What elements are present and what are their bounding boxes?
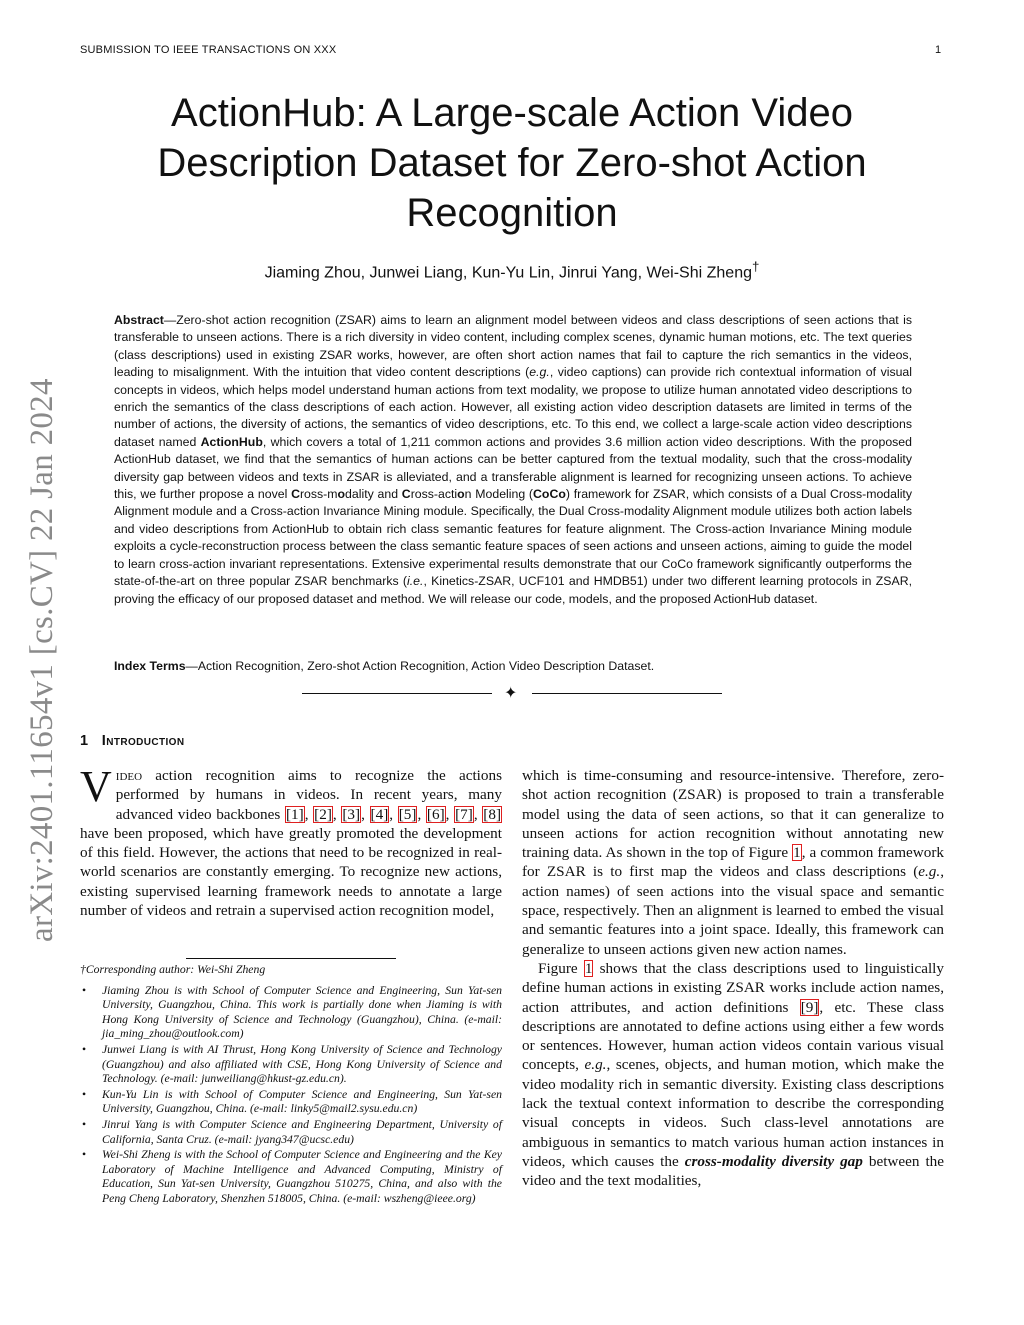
citation-link[interactable]: [3]: [342, 805, 361, 823]
citation-link[interactable]: [8]: [483, 805, 502, 823]
abstract-ie: i.e.: [407, 574, 424, 589]
bullet-icon: •: [82, 1117, 87, 1131]
abstract-text: ) framework for ZSAR, which consists of a Dual Cross-modality Alignment module and a Cross-action Invariance Mining module. Specifically, the Dual Cross-modality Alignment module utilizes both action labels and video descriptions from ActionHub to obtain rich class semantic features for feature alignment. The Cross-action Invariance Mining module exploits a cycle-reconstruction process between the class semantic feature spaces of seen actions and unseen actions, aiming to guide the model to learn cross-action invariant representations. Extensive experimental results demonstrate that our CoCo framework significantly outperforms the state-of-the-art on three popular ZSAR benchmarks (: [114, 487, 912, 589]
intro-text: Figure: [538, 959, 584, 977]
intro-eg: e.g.: [584, 1056, 607, 1074]
intro-text: , scenes, objects, and human motion, which make the video modality rich in semantic diversity. Existing class descriptions lack the textual context information to describe the corresponding visual concepts in videos. Such class-level annotations are ambiguous in semantics to match various human action instances in videos, which causes the: [522, 1056, 945, 1170]
corresponding-author-note: †Corresponding author: Wei-Shi Zheng: [80, 963, 266, 976]
intro-text: which is time-consuming and resource-intensive. Therefore, zero-shot action recognition (ZSAR) is proposed to train a transferable model using the data of seen actions, so that it can generalize to unseen actions for action recognition without annotating new training data. As shown in the top of Figure: [522, 767, 944, 862]
bullet-icon: •: [82, 983, 87, 997]
citation-link[interactable]: [4]: [370, 805, 389, 823]
separator-rule-right: [532, 693, 722, 694]
citation-link[interactable]: [2]: [314, 805, 332, 823]
footnotes: [80, 963, 502, 1208]
footnote-text: Jinrui Yang is with Computer Science and Engineering Department, University of California, Santa Cruz. (e-mail: jyang347@ucsc.edu): [102, 1117, 502, 1146]
framework-name: CoCo: [533, 487, 566, 502]
footnote-rule: [186, 958, 396, 959]
intro-text: action recognition aims to recognize the actions performed by humans in videos. In recent years, many advanced video backbones: [115, 767, 502, 823]
section-number: 1: [80, 733, 89, 749]
abstract-text: —Zero-shot action recognition (ZSAR) aims to learn an alignment model between videos and class descriptions of seen actions that is transferable to unseen actions. There is a rich diversity in video content, including complex scenes, dynamic human motions, etc. The text queries (class descriptions) used in existing ZSAR works, however, are often short action names that fail to capture the rich semantics in the videos, leading to misalignment. With the intuition that video content descriptions (: [114, 313, 912, 380]
intro-text: , action names) of seen actions into the visual space and semantic space, respectively. Then an alignment is learned to embed the visual and semantic features into a joint space. Ideally, this framework can generalize to unseen actions given new action names.: [522, 863, 944, 958]
separator-rule-left: [302, 693, 492, 694]
abstract-label: Abstract: [114, 313, 164, 327]
separator-glyph: ✦: [504, 685, 518, 702]
dataset-name: ActionHub: [200, 434, 263, 449]
footnote-text: Kun-Yu Lin is with School of Computer Science and Engineering, Sun Yat-sen University, Guangzhou, China. (e-mail: linky5@mail2.sysu.edu.cn): [102, 1087, 502, 1116]
abstract-bold-letter: o: [337, 487, 346, 502]
footnote-text: Jiaming Zhou is with School of Computer Science and Engineering, Sun Yat-sen University, Guangzhou, China. This work is partially done when Jiaming is with Hong Kong University of Science and Technology (Guangzhou), China. (e-mail: jia_ming_zhou@outlook.com): [102, 983, 502, 1041]
abstract-eg: e.g.: [529, 365, 550, 380]
citation-link[interactable]: [1]: [285, 805, 304, 823]
affiliation-footnote: [80, 1148, 502, 1206]
affiliation-footnote: [80, 1043, 502, 1087]
section-heading: [80, 733, 184, 749]
footnote-text: Wei-Shi Zheng is with the School of Computer Science and Engineering and the Key Laboratory of Machine Intelligence and Advanced Computing, Ministry of Education, Sun Yat-sen University, Guangzhou 510275, China, and also with the Peng Cheng Laboratory, Shenzhen 518005, China. (e-mail: wszheng@ieee.org): [102, 1148, 502, 1205]
author-list: [110, 259, 914, 282]
emphasis-term: cross-modality diversity gap: [684, 1152, 863, 1170]
arxiv-stamp: arXiv:2401.11654v1 [cs.CV] 22 Jan 2024: [24, 378, 60, 942]
drop-cap: V: [80, 762, 112, 811]
index-terms: [114, 659, 912, 673]
citation-link[interactable]: [7]: [455, 805, 473, 823]
citation-link[interactable]: [9]: [800, 998, 819, 1016]
intro-right-column: [522, 766, 944, 1191]
corresponding-mark: †: [751, 259, 760, 274]
intro-text: , a common framework for ZSAR is to first map the videos and class descriptions (: [522, 844, 945, 881]
abstract-text: , Kinetics-ZSAR, UCF101 and HMDB51) under two different learning protocols in ZSAR, proving the efficacy of our proposed dataset and method. We will release our code, models, and the proposed ActionHub dataset.: [114, 574, 912, 606]
abstract-text: , which covers a total of 1,211 common actions and provides 3.6 million action video descriptions. With the proposed ActionHub dataset, we find that the semantics of human actions can be better captured from the textual modality, such that the cross-modality diversity gap between videos and texts in ZSAR is alleviated, and a transferable alignment is learned for recognizing unseen actions. To achieve this, we further propose a novel: [114, 434, 912, 502]
bullet-icon: •: [82, 1148, 87, 1162]
intro-left-column: Video action recognition aims to recognize the actions performed by humans in videos. In recent years, many advanced video backbones [1], [2], [3], [4], [5], [6], [7], [8] have been proposed, which have greatly promoted the development of this field. However, the actions that need to be recognized in real-world scenarios are constantly emerging. To recognize new actions, existing supervised learning framework needs to annotate a large number of videos and retrain a supervised action recognition model,: [80, 762, 502, 920]
intro-smallcaps: ideo: [115, 767, 143, 784]
footnote-text: Junwei Liang is with AI Thrust, Hong Kong University of Science and Technology (Guangzhou) and also affiliated with CSE, Hong Kong University of Science and Technology. (e-mail: junweiliang@hkust-gz.edu.cn).: [102, 1042, 502, 1086]
figure-link[interactable]: 1: [793, 844, 801, 862]
abstract: [114, 312, 912, 608]
abstract-bold-letter: o: [457, 487, 465, 502]
section-title: Introduction: [101, 733, 185, 749]
intro-eg: e.g.: [918, 863, 941, 881]
intro-text: , etc. These class descriptions are annotated to define actions using either a few words or sentences. However, human action videos contain various visual concepts,: [522, 998, 944, 1074]
authors-text: Jiaming Zhou, Junwei Liang, Kun-Yu Lin, Jinrui Yang, Wei-Shi Zheng: [264, 264, 752, 282]
affiliation-footnote: [80, 984, 502, 1042]
abstract-bold-letter: C: [291, 487, 300, 502]
citation-link[interactable]: [5]: [398, 805, 417, 823]
index-terms-text: —Action Recognition, Zero-shot Action Recognition, Action Video Description Dataset.: [185, 659, 655, 673]
bullet-icon: •: [82, 1087, 87, 1101]
intro-text: between the video and the text modalities,: [522, 1152, 944, 1190]
running-header: SUBMISSION TO IEEE TRANSACTIONS ON XXX: [80, 44, 337, 56]
affiliation-footnote: [80, 1088, 502, 1117]
abstract-text: ross-m: [299, 487, 338, 502]
abstract-text: n Modeling (: [464, 487, 534, 502]
paper-title: ActionHub: A Large-scale Action Video Description Dataset for Zero-shot Action Recognition: [157, 91, 867, 235]
abstract-bold-letter: C: [401, 487, 411, 502]
abstract-text: ross-acti: [410, 487, 458, 502]
figure-link[interactable]: 1: [584, 959, 593, 977]
citation-link[interactable]: [6]: [426, 805, 445, 823]
abstract-text: dality and: [345, 487, 402, 502]
page-number: 1: [935, 44, 942, 56]
abstract-text: , video captions) can provide rich contextual information of visual concepts in videos, which helps model understand human actions from text modality, we propose to utilize human annotated video descriptions to enrich the semantics of the class descriptions of each action. However, all existing action video description datasets are limited in terms of the number of actions, the diversity of actions, the semantics of video descriptions, etc. To this end, we collect a large-scale action video descriptions dataset named: [114, 365, 913, 449]
intro-text: shows that the class descriptions used to linguistically define human actions in existing ZSAR works include action names, action attributes, and action definitions: [522, 959, 944, 1016]
affiliation-footnote: [80, 1118, 502, 1147]
index-terms-label: Index Terms: [114, 659, 186, 673]
bullet-icon: •: [82, 1042, 87, 1056]
intro-text: have been proposed, which have greatly promoted the development of this field. However, the actions that need to be recognized in real-world scenarios are constantly emerging. To recognize new actions, existing supervised learning framework needs to annotate a large number of videos and retrain a supervised action recognition model,: [80, 824, 502, 920]
